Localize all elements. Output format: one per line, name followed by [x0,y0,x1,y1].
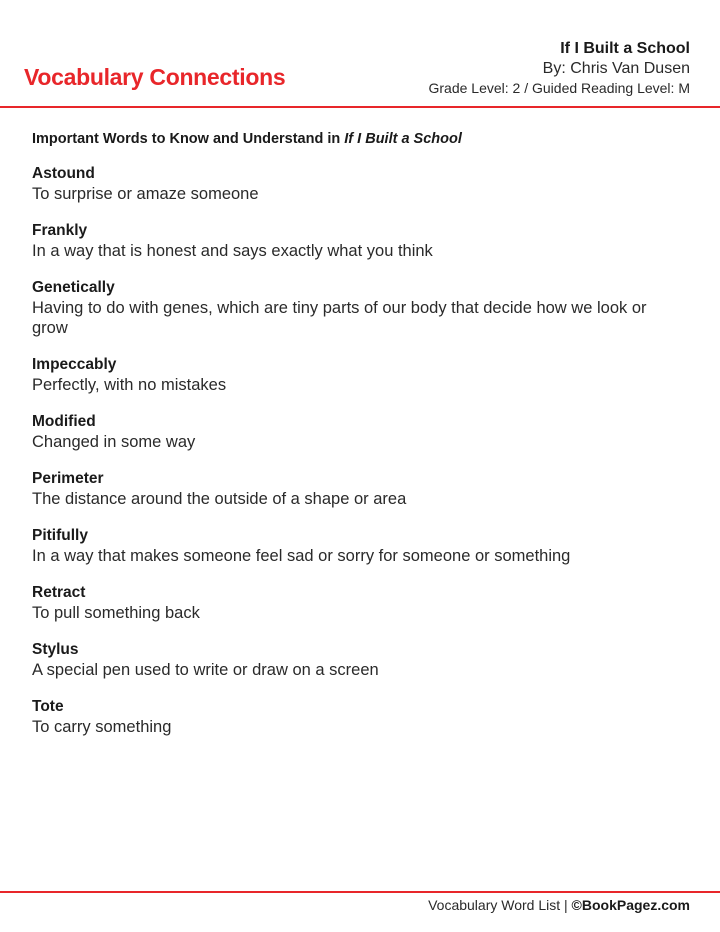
vocab-definition: In a way that is honest and says exactly what you think [32,242,433,260]
intro-heading [32,131,462,147]
vocab-word: Modified [32,413,96,430]
vocabulary-list [32,164,682,754]
vocab-word: Perimeter [32,470,104,487]
vocab-word: Pitifully [32,527,88,544]
vocab-definition: Perfectly, with no mistakes [32,376,227,394]
vocab-word: Genetically [32,279,115,296]
vocab-word: Stylus [32,641,79,658]
vocab-entry [32,278,682,338]
vocab-definition: To surprise or amaze someone [32,185,259,203]
vocab-entry [32,526,682,566]
vocab-definition: Changed in some way [32,433,196,451]
vocab-entry [32,697,682,737]
vocab-entry [32,221,682,261]
footer-label: Vocabulary Word List | [428,897,572,913]
book-info [429,38,691,97]
intro-text: Important Words to Know and Understand in [32,131,345,147]
footer [428,897,690,913]
vocab-definition: Having to do with genes, which are tiny parts of our body that decide how we look or grow [32,299,647,337]
vocab-entry [32,164,682,204]
vocab-definition: In a way that makes someone feel sad or sorry for someone or something [32,547,571,565]
vocab-entry [32,355,682,395]
vocab-definition: To carry something [32,718,172,736]
vocab-word: Impeccably [32,356,117,373]
vocab-entry [32,583,682,623]
footer-brand: ©BookPagez.com [571,897,690,913]
vocab-definition: To pull something back [32,604,200,622]
vocab-definition: A special pen used to write or draw on a screen [32,661,379,679]
header-divider [0,106,720,108]
vocab-word: Tote [32,698,64,715]
vocab-entry [32,412,682,452]
footer-divider [0,891,720,893]
book-title: If I Built a School [560,40,690,57]
vocab-entry [32,640,682,680]
reading-level: Grade Level: 2 / Guided Reading Level: M [428,80,690,96]
vocab-word: Retract [32,584,86,601]
vocab-entry [32,469,682,509]
vocab-definition: The distance around the outside of a shape or area [32,490,407,508]
page-title: Vocabulary Connections [24,64,286,90]
vocab-word: Frankly [32,222,88,239]
book-author: By: Chris Van Dusen [542,60,690,77]
vocab-word: Astound [32,165,95,182]
intro-book-title: If I Built a School [344,131,462,147]
